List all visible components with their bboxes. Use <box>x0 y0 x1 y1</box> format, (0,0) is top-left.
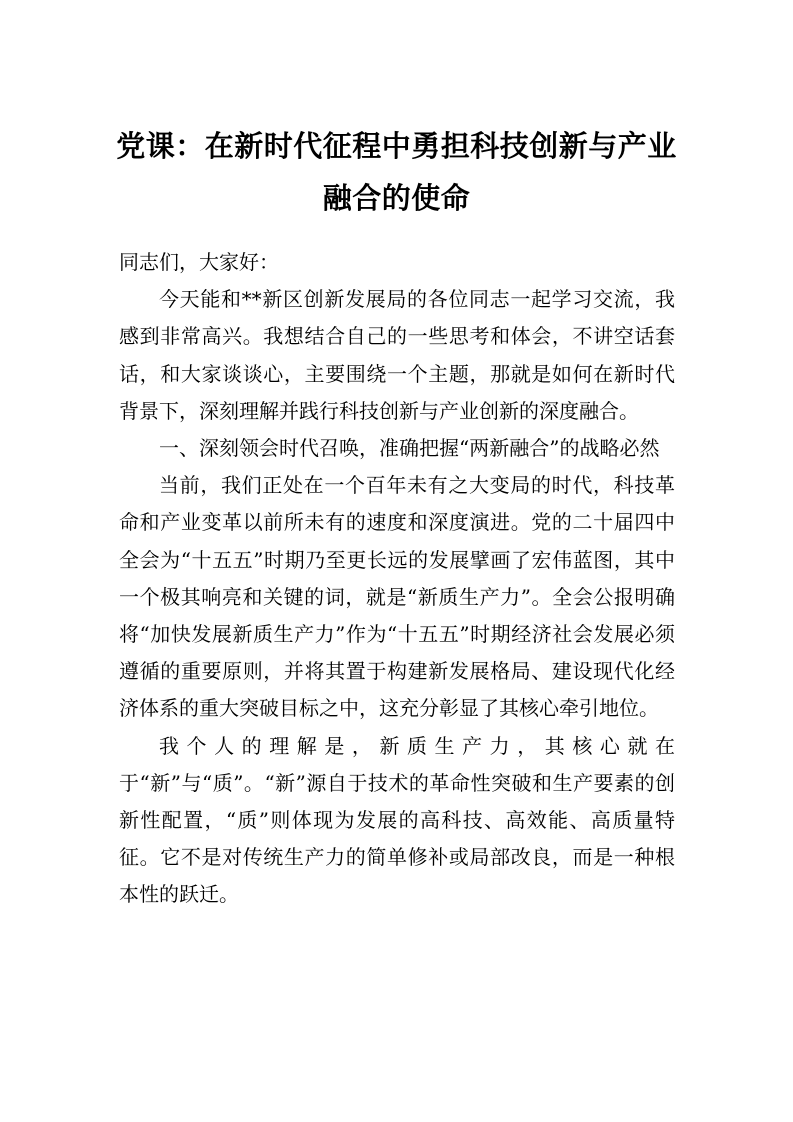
section-heading-1: 一、深刻领会时代召唤，准确把握“两新融合”的战略必然 <box>159 436 660 461</box>
greeting: 同志们，大家好： <box>119 250 279 274</box>
document-body <box>119 244 675 914</box>
paragraph-context: 当前，我们正处在一个百年未有之大变局的时代，科技革命和产业变革以前所未有的速度和深度演进。党的二十届四中全会为“十五五”时期乃至更长远的发展擘画了宏伟蓝图，其中一个极其响亮和关键的词，就是“新质生产力”。全会公报明确将“加快发展新质生产力”作为“十五五”时期经济社会发展必须遵循的重要原则，并将其置于构建新发展格局、建设现代化经济体系的重大突破目标之中，这充分彰显了其核心牵引地位。 <box>119 473 675 721</box>
paragraph-intro: 今天能和**新区创新发展局的各位同志一起学习交流，我感到非常高兴。我想结合自己的一些思考和体会，不讲空话套话，和大家谈谈心，主要围绕一个主题，那就是如何在新时代背景下，深刻理解并践行科技创新与产业创新的深度融合。 <box>119 287 675 423</box>
title-line-2: 融合的使命 <box>322 181 471 215</box>
paragraph-understanding: 我个人的理解是，新质生产力，其核心就在于“新”与“质”。“新”源自于技术的革命性突破和生产要素的创新性配置，“质”则体现为发展的高科技、高效能、高质量特征。它不是对传统生产力的简单修补或局部改良，而是一种根本性的跃迁。 <box>119 733 675 907</box>
title-line-1: 党课：在新时代征程中勇担科技创新与产业 <box>116 129 677 163</box>
document-title <box>100 120 693 224</box>
